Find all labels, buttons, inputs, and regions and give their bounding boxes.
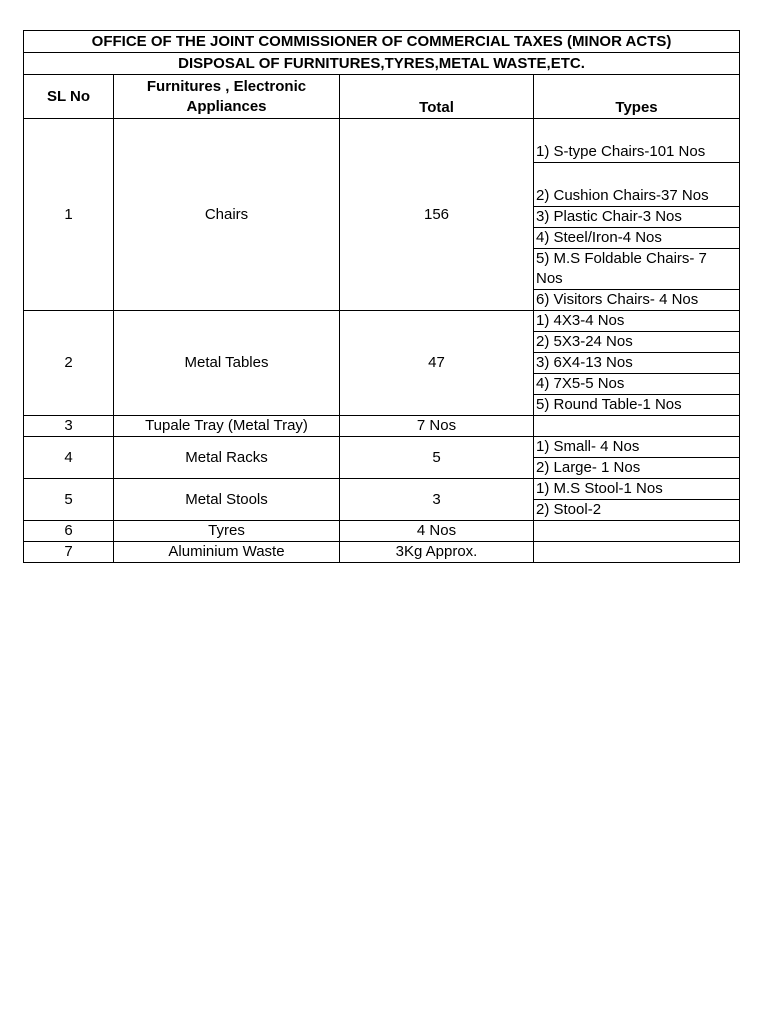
type-entry: 3) Plastic Chair-3 Nos <box>534 207 740 228</box>
document-title: OFFICE OF THE JOINT COMMISSIONER OF COMMERCIAL TAXES (MINOR ACTS) <box>24 31 740 53</box>
row-total: 7 Nos <box>340 416 534 437</box>
row-item: Metal Stools <box>114 479 340 521</box>
table-row <box>24 437 740 458</box>
row-item: Tupale Tray (Metal Tray) <box>114 416 340 437</box>
type-entry <box>534 521 740 542</box>
type-entry: 2) Large- 1 Nos <box>534 458 740 479</box>
type-entry: 1) S-type Chairs-101 Nos <box>534 119 740 163</box>
table-row <box>24 311 740 332</box>
table-row <box>24 542 740 563</box>
row-sl-no: 4 <box>24 437 114 479</box>
header-row <box>24 75 740 119</box>
table-row <box>24 416 740 437</box>
subtitle-row <box>24 53 740 75</box>
type-entry: 1) Small- 4 Nos <box>534 437 740 458</box>
row-total: 5 <box>340 437 534 479</box>
table-row <box>24 479 740 500</box>
type-entry: 2) Cushion Chairs-37 Nos <box>534 163 740 207</box>
table-row <box>24 521 740 542</box>
row-total: 156 <box>340 119 534 311</box>
row-item: Tyres <box>114 521 340 542</box>
row-item: Metal Racks <box>114 437 340 479</box>
title-row <box>24 31 740 53</box>
type-entry: 6) Visitors Chairs- 4 Nos <box>534 290 740 311</box>
type-entry: 2) Stool-2 <box>534 500 740 521</box>
type-entry: 4) Steel/Iron-4 Nos <box>534 228 740 249</box>
row-total: 3 <box>340 479 534 521</box>
type-entry: 4) 7X5-5 Nos <box>534 374 740 395</box>
type-entry <box>534 542 740 563</box>
row-total: 3Kg Approx. <box>340 542 534 563</box>
type-entry: 1) 4X3-4 Nos <box>534 311 740 332</box>
type-entry: 2) 5X3-24 Nos <box>534 332 740 353</box>
row-sl-no: 6 <box>24 521 114 542</box>
row-sl-no: 3 <box>24 416 114 437</box>
type-entry: 1) M.S Stool-1 Nos <box>534 479 740 500</box>
row-sl-no: 7 <box>24 542 114 563</box>
header-item: Furnitures , Electronic Appliances <box>114 75 340 119</box>
row-total: 47 <box>340 311 534 416</box>
table-row <box>24 119 740 163</box>
header-total: Total <box>340 75 534 119</box>
disposal-table <box>23 30 740 563</box>
type-entry: 3) 6X4-13 Nos <box>534 353 740 374</box>
row-sl-no: 1 <box>24 119 114 311</box>
type-entry: 5) Round Table-1 Nos <box>534 395 740 416</box>
type-entry: 5) M.S Foldable Chairs- 7 Nos <box>534 249 740 290</box>
row-item: Aluminium Waste <box>114 542 340 563</box>
row-sl-no: 2 <box>24 311 114 416</box>
row-sl-no: 5 <box>24 479 114 521</box>
row-item: Metal Tables <box>114 311 340 416</box>
type-entry <box>534 416 740 437</box>
document-subtitle: DISPOSAL OF FURNITURES,TYRES,METAL WASTE,ETC. <box>24 53 740 75</box>
row-total: 4 Nos <box>340 521 534 542</box>
row-item: Chairs <box>114 119 340 311</box>
header-types: Types <box>534 75 740 119</box>
header-sl-no: SL No <box>24 75 114 119</box>
